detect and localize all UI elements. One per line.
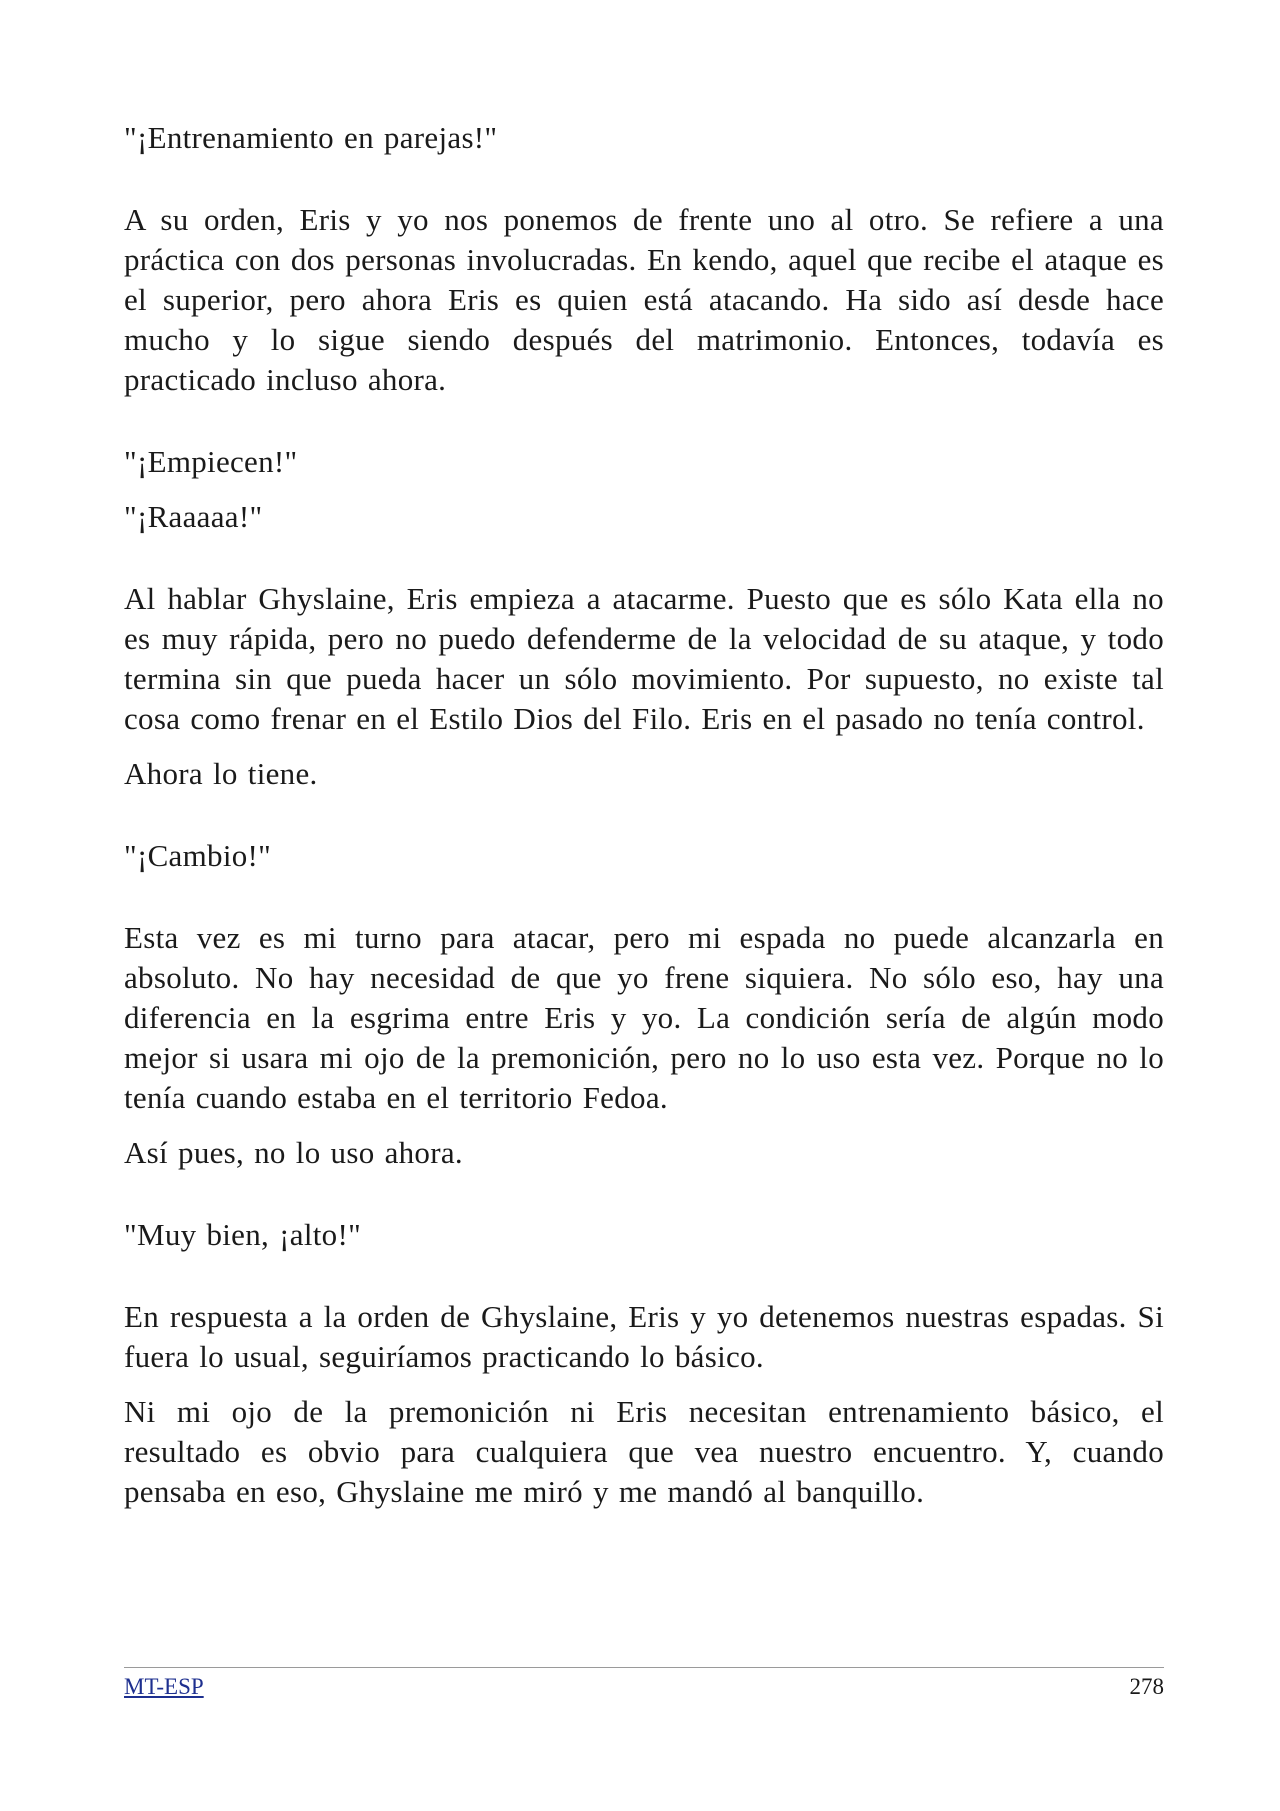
paragraph: "¡Cambio!" [124,838,272,873]
paragraph: "¡Empiecen!" [124,444,298,479]
paragraph: "¡Raaaaa!" [124,499,263,534]
paragraph: Ahora lo tiene. [124,756,318,791]
paragraph: A su orden, Eris y yo nos ponemos de frente uno al otro. Se refiere a una práctica con dos personas involucradas. En kendo, aquel que recibe el ataque es el superior, pero ahora Eris es quien está atacando. Ha sido así desde hace mucho y lo sigue siendo después del matrimonio. Entonces, todavía es practicado incluso ahora. [124,202,1164,397]
paragraph: "Muy bien, ¡alto!" [124,1217,362,1252]
paragraph: Así pues, no lo uso ahora. [124,1135,463,1170]
footer-link[interactable]: MT-ESP [124,1674,204,1699]
paragraph: En respuesta a la orden de Ghyslaine, Eris y yo detenemos nuestras espadas. Si fuera lo usual, seguiríamos practicando lo básico. [124,1299,1164,1374]
paragraph: Al hablar Ghyslaine, Eris empieza a atacarme. Puesto que es sólo Kata ella no es muy rápida, pero no puedo defenderme de la velocidad de su ataque, y todo termina sin que pueda hacer un sólo movimiento. Por supuesto, no existe tal cosa como frenar en el Estilo Dios del Filo. Eris en el pasado no tenía control. [124,581,1164,736]
page-footer [124,1667,1164,1700]
paragraph: Esta vez es mi turno para atacar, pero mi espada no puede alcanzarla en absoluto. No hay necesidad de que yo frene siquiera. No sólo eso, hay una diferencia en la esgrima entre Eris y yo. La condición sería de algún modo mejor si usara mi ojo de la premonición, pero no lo uso esta vez. Porque no lo tenía cuando estaba en el territorio Fedoa. [124,920,1164,1115]
page-number: 278 [1129,1674,1164,1699]
paragraph: "¡Entrenamiento en parejas!" [124,120,498,155]
document-body [124,118,1164,1512]
paragraph: Ni mi ojo de la premonición ni Eris necesitan entrenamiento básico, el resultado es obvio para cualquiera que vea nuestro encuentro. Y, cuando pensaba en eso, Ghyslaine me miró y me mandó al banquillo. [124,1394,1164,1509]
